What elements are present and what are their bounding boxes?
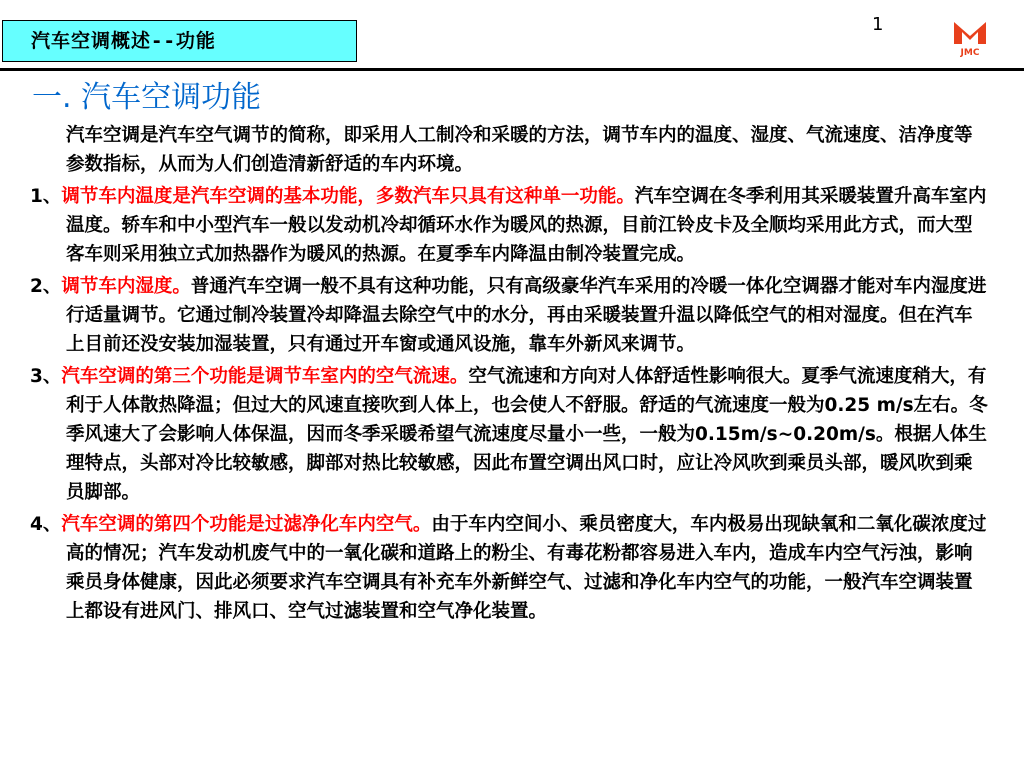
jmc-logo-icon	[950, 18, 990, 58]
section-title: 一. 汽车空调功能	[32, 80, 262, 115]
function-item-2	[30, 272, 990, 359]
page-number: 1	[872, 14, 884, 35]
item-highlight: 汽车空调的第三个功能是调节车室内的空气流速。	[61, 366, 469, 387]
item-text: 由于车内空间小、乘员密度大，车内极易出现缺氧和二氧化碳浓度过高的情况；汽车发动机废气中的一氧化碳和道路上的粉尘、有毒花粉都容易进入车内，造成车内空气污浊，影响乘员身体健康，因此必须要求汽车空调具有补充车外新鲜空气、过滤和净化车内空气的功能，一般汽车空调装置上都设有进风门、排风口、空气过滤装置和空气净化装置。	[66, 514, 987, 622]
item-number: 3、	[30, 366, 62, 387]
slide-header-title	[2, 20, 357, 62]
item-text: 汽车空调在冬季利用其采暖装置升高车室内温度。轿车和中小型汽车一般以发动机冷却循环水作为暖风的热源，目前江铃皮卡及全顺均采用此方式，而大型客车则采用独立式加热器作为暖风的热源。在夏季车内降温由制冷装置完成。	[66, 186, 987, 265]
logo-text: JMC	[960, 48, 980, 58]
jmc-logo-graphic	[950, 18, 990, 58]
item-number: 4、	[30, 514, 62, 535]
function-item-3	[30, 362, 990, 507]
item-highlight: 汽车空调的第四个功能是过滤净化车内空气。	[61, 514, 432, 535]
function-item-1	[30, 182, 990, 269]
intro-paragraph: 汽车空调是汽车空气调节的简称，即采用人工制冷和采暖的方法，调节车内的温度、湿度、气流速度、洁净度等参数指标，从而为人们创造清新舒适的车内环境。	[66, 125, 973, 175]
header-title-text: 汽车空调概述--功能	[31, 30, 216, 52]
item-highlight: 调节车内湿度。	[61, 276, 191, 297]
function-item-4	[30, 510, 990, 626]
item-number: 2、	[30, 276, 62, 297]
item-text: 普通汽车空调一般不具有这种功能，只有高级豪华汽车采用的冷暖一体化空调器才能对车内湿度进行适量调节。它通过制冷装置冷却降温去除空气中的水分，再由采暖装置升温以降低空气的相对湿度。但在汽车上目前还没安装加湿装置，只有通过开车窗或通风设施，靠车外新风来调节。	[66, 276, 987, 355]
item-text: 空气流速和方向对人体舒适性影响很大。夏季气流速度稍大，有利于人体散热降温；但过大的风速直接吹到人体上，也会使人不舒服。舒适的气流速度一般为0.25 m/s左右。冬季风速大了会影响人体保温，因而冬季采暖希望气流速度尽量小一些，一般为0.15m/s~0.20m/s。根据人体生理特点，头部对冷比较敏感，脚部对热比较敏感，因此布置空调出风口时，应让冷风吹到乘员头部，暖风吹到乘员脚部。	[66, 366, 988, 503]
header-divider	[0, 68, 1024, 71]
item-highlight: 调节车内温度是汽车空调的基本功能，多数汽车只具有这种单一功能。	[61, 186, 635, 207]
content-body	[30, 121, 990, 629]
item-number: 1、	[30, 186, 62, 207]
